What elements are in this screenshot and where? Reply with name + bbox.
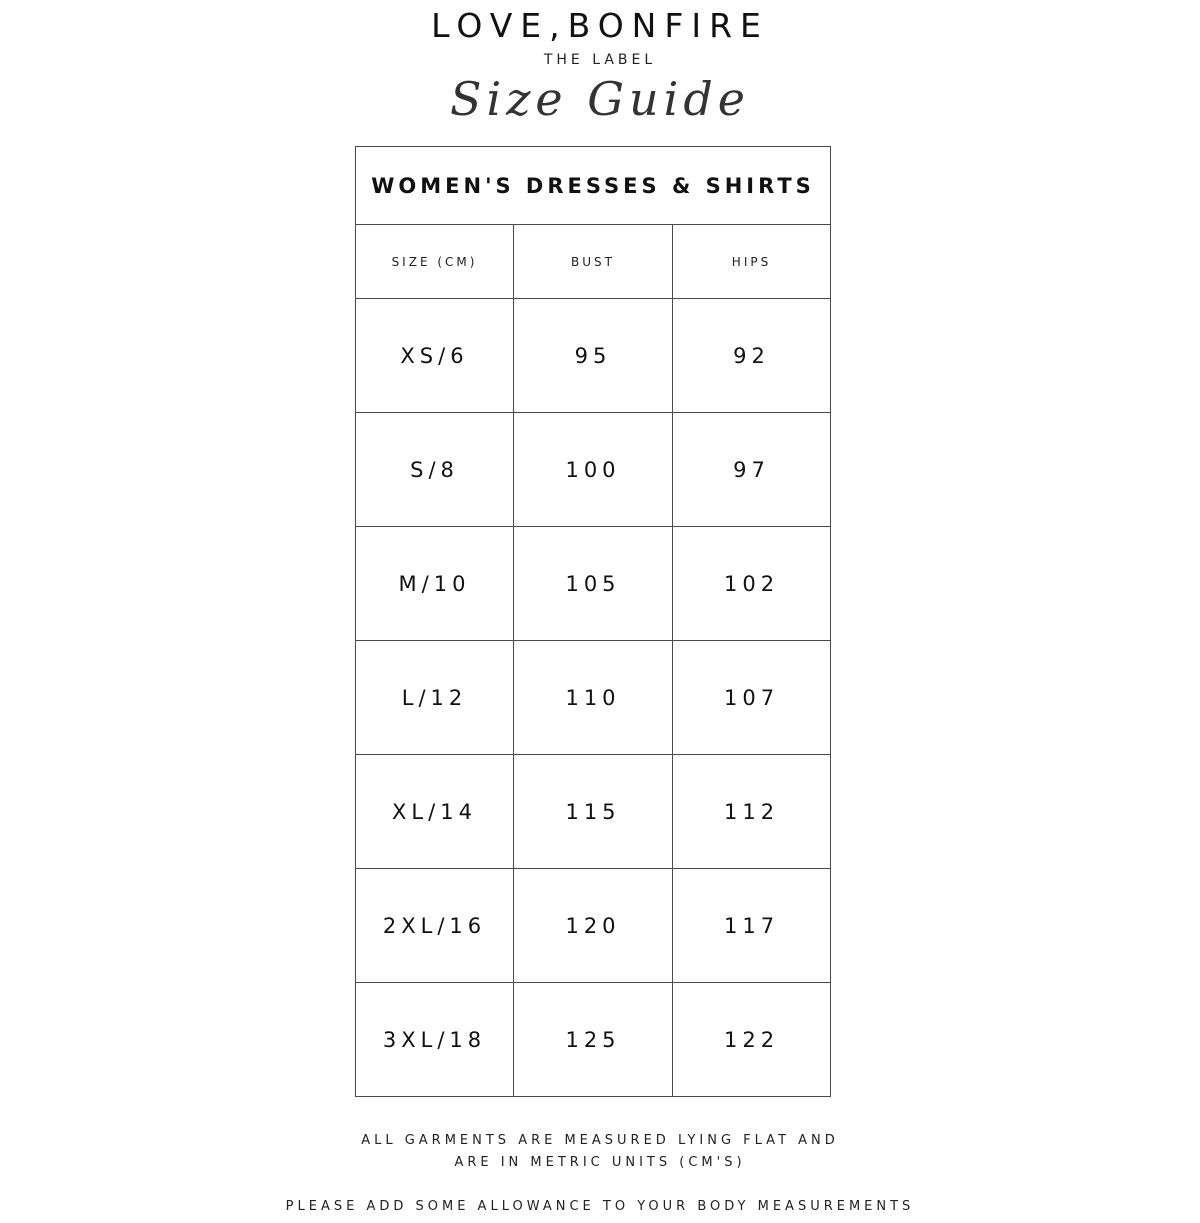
brand-subtitle: THE LABEL <box>543 52 657 68</box>
table-row <box>356 527 831 641</box>
bust-cell: 95 <box>514 299 673 413</box>
table-row <box>356 299 831 413</box>
hips-cell: 112 <box>673 755 831 869</box>
note-allowance: PLEASE ADD SOME ALLOWANCE TO YOUR BODY MEASUREMENTS <box>285 1199 915 1214</box>
note-metric-units: ARE IN METRIC UNITS (CM'S) <box>454 1155 746 1170</box>
bust-cell: 100 <box>514 413 673 527</box>
hips-cell: 107 <box>673 641 831 755</box>
hips-cell: 92 <box>673 299 831 413</box>
brand-name: LOVE,BONFIRE <box>431 6 769 45</box>
size-table <box>355 146 831 1097</box>
header-bust: BUST <box>514 225 673 299</box>
table-header-row <box>356 225 831 299</box>
size-cell: 2XL/16 <box>356 869 514 983</box>
hips-cell: 117 <box>673 869 831 983</box>
note-measured-flat: ALL GARMENTS ARE MEASURED LYING FLAT AND <box>361 1133 839 1148</box>
table-row <box>356 983 831 1097</box>
hips-cell: 97 <box>673 413 831 527</box>
size-cell: S/8 <box>356 413 514 527</box>
bust-cell: 120 <box>514 869 673 983</box>
header-hips: HIPS <box>673 225 831 299</box>
size-guide-title: Size Guide <box>449 72 751 126</box>
bust-cell: 125 <box>514 983 673 1097</box>
table-row <box>356 413 831 527</box>
size-cell: XL/14 <box>356 755 514 869</box>
size-cell: 3XL/18 <box>356 983 514 1097</box>
table-title: WOMEN'S DRESSES & SHIRTS <box>356 147 831 225</box>
size-cell: XS/6 <box>356 299 514 413</box>
table-row <box>356 755 831 869</box>
hips-cell: 102 <box>673 527 831 641</box>
bust-cell: 110 <box>514 641 673 755</box>
table-row <box>356 641 831 755</box>
bust-cell: 105 <box>514 527 673 641</box>
size-cell: M/10 <box>356 527 514 641</box>
table-title-row <box>356 147 831 225</box>
bust-cell: 115 <box>514 755 673 869</box>
size-cell: L/12 <box>356 641 514 755</box>
header-size: SIZE (CM) <box>356 225 514 299</box>
table-row <box>356 869 831 983</box>
hips-cell: 122 <box>673 983 831 1097</box>
